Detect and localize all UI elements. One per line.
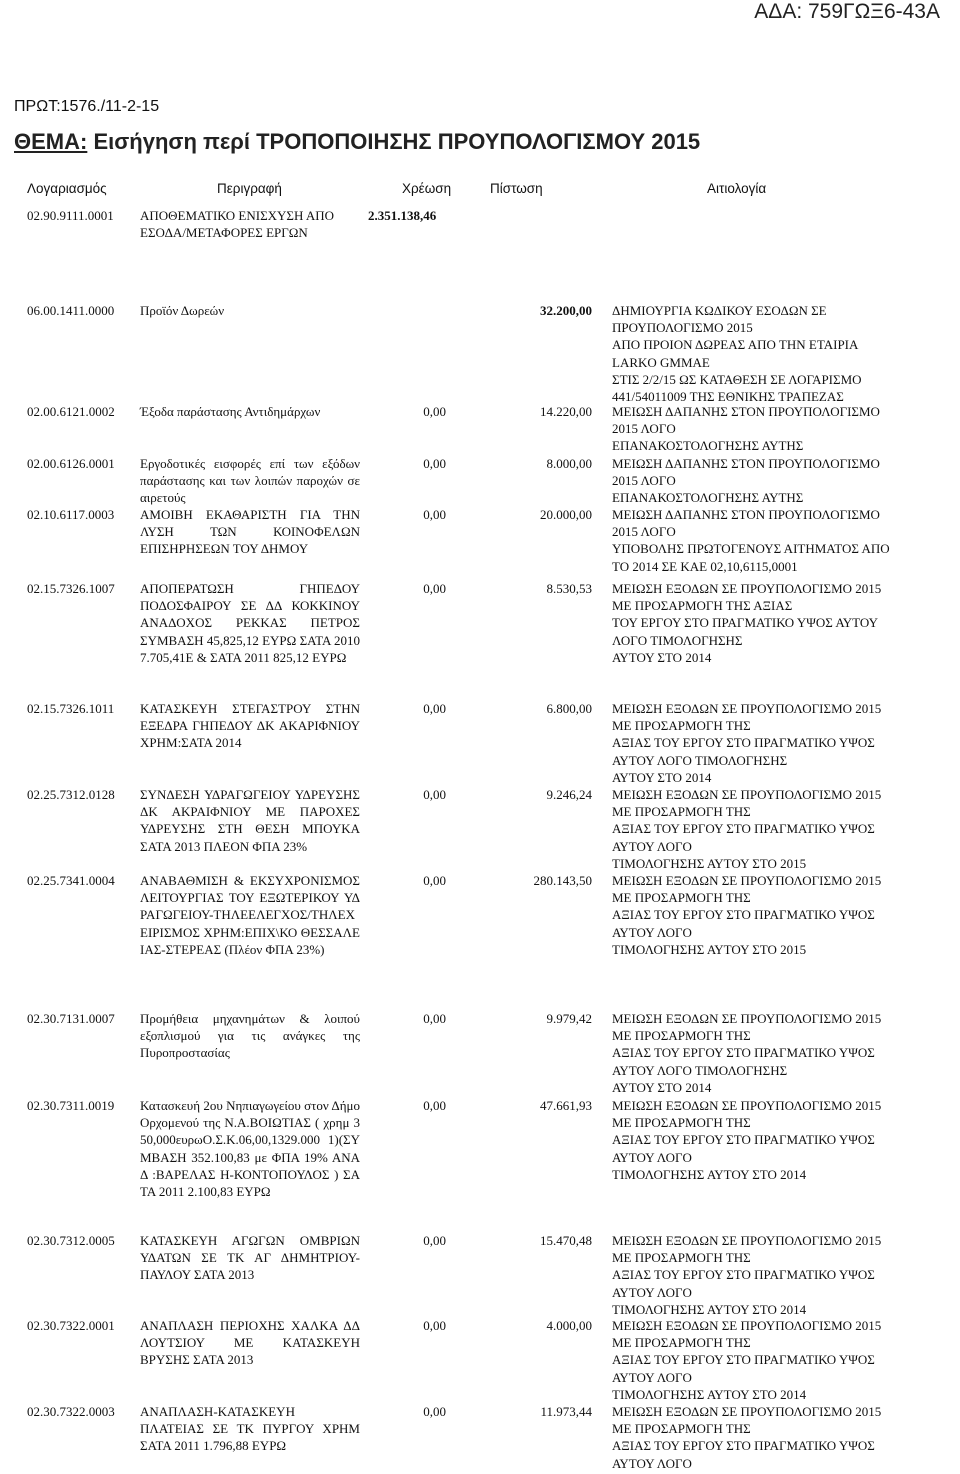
row-description: ΑΝΑΒΑΘΜΙΣΗ & ΕΚΣΥΧΡΟΝΙΣΜΟΣ ΛΕΙΤΟΥΡΓΙΑΣ ΤΟΥ ΕΞΩΤΕΡΙΚΟΥ ΥΔΡΑΓΩΓΕΙΟΥ-ΤΗΛΕΕΛΕΓΧΟΣ/ΤΗΛΕΧΕΙΡΙΣΜΟΣ ΧΡΗΜ:ΕΠΙΧ\ΚΟ ΘΕΣΣΑΛΕΙΑΣ-ΣΤΕΡΕΑΣ (Πλέον ΦΠΑ 23%) <box>140 873 360 957</box>
row-account: 02.30.7312.0005 <box>27 1233 115 1248</box>
header-debit: Χρέωση <box>402 181 452 196</box>
row-credit: 15.470,48 <box>540 1233 592 1248</box>
row-reason: ΜΕΙΩΣΗ ΕΞΟΔΩΝ ΣΕ ΠΡΟΥΠΟΛΟΓΙΣΜΟ 2015 ΜΕ ΠΡΟΣΑΡΜΟΓΗ ΤΗΣ ΑΞΙΑΣ ΤΟΥ ΕΡΓΟΥ ΣΤΟ ΠΡΑΓΜΑΤΙΚΟ ΥΨΟΣ ΑΥΤΟΥ ΛΟΓΟ ΤΙΜΟΛΟΓΗΣΗΣ ΑΥΤΟΥ ΣΤΟ 2015 <box>612 787 882 871</box>
row-reason: ΜΕΙΩΣΗ ΕΞΟΔΩΝ ΣΕ ΠΡΟΥΠΟΛΟΓΙΣΜΟ 2015 ΜΕ ΠΡΟΣΑΡΜΟΓΗ ΤΗΣ ΑΞΙΑΣ ΤΟΥ ΕΡΓΟΥ ΣΤΟ ΠΡΑΓΜΑΤΙΚΟ ΥΨΟΣ ΑΥΤΟΥ ΛΟΓΟ ΤΙΜΟΛΟΓΗΣΗΣ ΑΥΤΟΥ ΣΤΟ 2015 <box>612 873 882 957</box>
row-credit: 8.530,53 <box>546 581 592 596</box>
subject-text: Εισήγηση περί ΤΡΟΠΟΠΟΙΗΣΗΣ ΠΡΟΥΠΟΛΟΓΙΣΜΟΥ 2015 <box>87 129 701 154</box>
row-reason: ΜΕΙΩΣΗ ΕΞΟΔΩΝ ΣΕ ΠΡΟΥΠΟΛΟΓΙΣΜΟ 2015 ΜΕ ΠΡΟΣΑΡΜΟΓΗ ΤΗΣ ΑΞΙΑΣ ΤΟΥ ΕΡΓΟΥ ΣΤΟ ΠΡΑΓΜΑΤΙΚΟ ΥΨΟΣ ΑΥΤΟΥ ΛΟΓΟ ΤΙΜΟΛΟΓΗΣΗΣ ΑΥΤΟΥ ΣΤΟ 2014 <box>612 1318 882 1402</box>
row-description: ΑΠΟΠΕΡΑΤΩΣΗ ΓΗΠΕΔΟΥ ΠΟΔΟΣΦΑΙΡΟΥ ΣΕ ΔΔ ΚΟΚΚΙΝΟΥ ΑΝΑΔΟΧΟΣ ΡΕΚΚΑΣ ΠΕΤΡΟΣ ΣΥΜΒΑΣΗ 45,825,12 ΕΥΡΩ ΣΑΤΑ 2010 7.705,41Ε & ΣΑΤΑ 2011 825,12 ΕΥΡΩ <box>140 581 360 665</box>
row-reason: ΜΕΙΩΣΗ ΕΞΟΔΩΝ ΣΕ ΠΡΟΥΠΟΛΟΓΙΣΜΟ 2015 ΜΕ ΠΡΟΣΑΡΜΟΓΗ ΤΗΣ ΑΞΙΑΣ ΤΟΥ ΕΡΓΟΥ ΣΤΟ ΠΡΑΓΜΑΤΙΚΟ ΥΨΟΣ ΑΥΤΟΥ ΛΟΓΟ ΤΙΜΟΛΟΓΗΣΗΣ ΑΥΤΟΥ ΣΤΟ 2014 <box>612 701 882 785</box>
row-debit: 0,00 <box>423 1318 446 1333</box>
row-reason: ΜΕΙΩΣΗ ΕΞΟΔΩΝ ΣΕ ΠΡΟΥΠΟΛΟΓΙΣΜΟ 2015 ΜΕ ΠΡΟΣΑΡΜΟΓΗ ΤΗΣ ΑΞΙΑΣ ΤΟΥ ΕΡΓΟΥ ΣΤΟ ΠΡΑΓΜΑΤΙΚΟ ΥΨΟΣ ΑΥΤΟΥ ΛΟΓΟ <box>612 1404 882 1471</box>
subject-prefix: ΘΕΜΑ: <box>14 129 88 154</box>
row-debit: 0,00 <box>423 456 446 471</box>
row-account: 02.30.7311.0019 <box>27 1098 115 1113</box>
row-credit: 14.220,00 <box>540 404 592 419</box>
row-reason: ΜΕΙΩΣΗ ΔΑΠΑΝΗΣ ΣΤΟΝ ΠΡΟΥΠΟΛΟΓΙΣΜΟ 2015 ΛΟΓΟ ΕΠΑΝΑΚΟΣΤΟΛΟΓΗΣΗΣ ΑΥΤΗΣ <box>612 456 880 506</box>
row-debit: 0,00 <box>423 581 446 596</box>
row-credit: 32.200,00 <box>540 303 592 318</box>
row-description: Εργοδοτικές εισφορές επί των εξόδων παράστασης και των λοιπών παροχών σε αιρετούς <box>140 456 360 506</box>
row-description: Προϊόν Δωρεών <box>140 303 225 318</box>
row-reason: ΜΕΙΩΣΗ ΔΑΠΑΝΗΣ ΣΤΟΝ ΠΡΟΥΠΟΛΟΓΙΣΜΟ 2015 ΛΟΓΟ ΕΠΑΝΑΚΟΣΤΟΛΟΓΗΣΗΣ ΑΥΤΗΣ <box>612 404 880 454</box>
row-debit: 0,00 <box>423 507 446 522</box>
row-account: 02.10.6117.0003 <box>27 507 115 522</box>
row-debit: 2.351.138,46 <box>368 208 437 223</box>
row-debit: 0,00 <box>423 873 446 888</box>
row-credit: 20.000,00 <box>540 507 592 522</box>
row-credit: 11.973,44 <box>540 1404 592 1419</box>
row-debit: 0,00 <box>423 1233 446 1248</box>
row-debit: 0,00 <box>423 787 446 802</box>
row-account: 02.00.6126.0001 <box>27 456 115 471</box>
row-account: 02.90.9111.0001 <box>27 208 114 223</box>
row-description: ΚΑΤΑΣΚΕΥΗ ΣΤΕΓΑΣΤΡΟΥ ΣΤΗΝ ΕΞΕΔΡΑ ΓΗΠΕΔΟΥ ΔΚ ΑΚΑΡΙΦΝΙΟΥ ΧΡΗΜ:ΣΑΤΑ 2014 <box>140 701 360 751</box>
row-credit: 4.000,00 <box>546 1318 592 1333</box>
row-account: 02.15.7326.1007 <box>27 581 115 596</box>
row-debit: 0,00 <box>423 1011 446 1026</box>
row-reason: ΜΕΙΩΣΗ ΕΞΟΔΩΝ ΣΕ ΠΡΟΥΠΟΛΟΓΙΣΜΟ 2015 ΜΕ ΠΡΟΣΑΡΜΟΓΗ ΤΗΣ ΑΞΙΑΣ ΤΟΥ ΕΡΓΟΥ ΣΤΟ ΠΡΑΓΜΑΤΙΚΟ ΥΨΟΣ ΑΥΤΟΥ ΛΟΓΟ ΤΙΜΟΛΟΓΗΣΗΣ ΑΥΤΟΥ ΣΤΟ 2014 <box>612 1011 882 1095</box>
row-account: 02.30.7131.0007 <box>27 1011 115 1026</box>
row-account: 02.00.6121.0002 <box>27 404 115 419</box>
row-debit: 0,00 <box>423 1404 446 1419</box>
header-account: Λογαριασμός <box>27 181 107 196</box>
row-account: 06.00.1411.0000 <box>27 303 115 318</box>
subject-title <box>14 129 700 155</box>
row-reason: ΜΕΙΩΣΗ ΕΞΟΔΩΝ ΣΕ ΠΡΟΥΠΟΛΟΓΙΣΜΟ 2015 ΜΕ ΠΡΟΣΑΡΜΟΓΗ ΤΗΣ ΑΞΙΑΣ ΤΟΥ ΕΡΓΟΥ ΣΤΟ ΠΡΑΓΜΑΤΙΚΟ ΥΨΟΣ ΑΥΤΟΥ ΛΟΓΟ ΤΙΜΟΛΟΓΗΣΗΣ ΑΥΤΟΥ ΣΤΟ 2014 <box>612 1098 882 1182</box>
header-reason: Αιτιολογία <box>707 181 767 196</box>
row-credit: 47.661,93 <box>540 1098 592 1113</box>
row-description: ΚΑΤΑΣΚΕΥΗ ΑΓΩΓΩΝ ΟΜΒΡΙΩΝ ΥΔΑΤΩΝ ΣΕ ΤΚ ΑΓ ΔΗΜΗΤΡΙΟΥ-ΠΑΥΛΟΥ ΣΑΤΑ 2013 <box>140 1233 360 1283</box>
header-credit: Πίστωση <box>490 181 543 196</box>
row-reason: ΜΕΙΩΣΗ ΕΞΟΔΩΝ ΣΕ ΠΡΟΥΠΟΛΟΓΙΣΜΟ 2015 ΜΕ ΠΡΟΣΑΡΜΟΓΗ ΤΗΣ ΑΞΙΑΣ ΤΟΥ ΕΡΓΟΥ ΣΤΟ ΠΡΑΓΜΑΤΙΚΟ ΥΨΟΣ ΑΥΤΟΥ ΛΟΓΟ ΤΙΜΟΛΟΓΗΣΗΣ ΑΥΤΟΥ ΣΤΟ 2014 <box>612 1233 882 1317</box>
header-description: Περιγραφή <box>217 181 282 196</box>
row-description: ΣΥΝΔΕΣΗ ΥΔΡΑΓΩΓΕΙΟΥ ΥΔΡΕΥΣΗΣ ΔΚ ΑΚΡΑΙΦΝΙΟΥ ΜΕ ΠΑΡΟΧΕΣ ΥΔΡΕΥΣΗΣ ΣΤΗ ΘΕΣΗ ΜΠΟΥΚΑ ΣΑΤΑ 2013 ΠΛΕΟΝ ΦΠΑ 23% <box>140 787 360 854</box>
row-description: ΑΝΑΠΛΑΣΗ-ΚΑΤΑΣΚΕΥΗ ΠΛΑΤΕΙΑΣ ΣΕ ΤΚ ΠΥΡΓΟΥ ΧΡΗΜ ΣΑΤΑ 2011 1.796,88 ΕΥΡΩ <box>140 1404 360 1454</box>
row-reason: ΜΕΙΩΣΗ ΕΞΟΔΩΝ ΣΕ ΠΡΟΥΠΟΛΟΓΙΣΜΟ 2015 ΜΕ ΠΡΟΣΑΡΜΟΓΗ ΤΗΣ ΑΞΙΑΣ ΤΟΥ ΕΡΓΟΥ ΣΤΟ ΠΡΑΓΜΑΤΙΚΟ ΥΨΟΣ ΑΥΤΟΥ ΛΟΓΟ ΤΙΜΟΛΟΓΗΣΗΣ ΑΥΤΟΥ ΣΤΟ 2014 <box>612 581 882 665</box>
row-account: 02.15.7326.1011 <box>27 701 115 716</box>
row-description: ΑΝΑΠΛΑΣΗ ΠΕΡΙΟΧΗΣ ΧΑΛΚΑ ΔΔ ΛΟΥΤΣΙΟΥ ΜΕ ΚΑΤΑΣΚΕΥΗ ΒΡΥΣΗΣ ΣΑΤΑ 2013 <box>140 1318 360 1368</box>
table-header <box>0 181 960 203</box>
row-description: Έξοδα παράστασης Αντιδημάρχων <box>140 404 321 419</box>
row-reason: ΔΗΜΙΟΥΡΓΙΑ ΚΩΔΙΚΟΥ ΕΣΟΔΩΝ ΣΕ ΠΡΟΥΠΟΛΟΓΙΣΜΟ 2015 ΑΠΟ ΠΡΟΙΟΝ ΔΩΡΕΑΣ ΑΠΟ ΤΗΝ ΕΤΑΙΡΙΑ LARKO GMMAE ΣΤΙΣ 2/2/15 ΩΣ ΚΑΤΑΘΕΣΗ ΣΕ ΛΟΓΑΡΙΣΜΟ 441/54011009 ΤΗΣ ΕΘΝΙΚΗΣ ΤΡΑΠΕΖΑΣ <box>612 303 862 405</box>
row-credit: 6.800,00 <box>546 701 592 716</box>
row-reason: ΜΕΙΩΣΗ ΔΑΠΑΝΗΣ ΣΤΟΝ ΠΡΟΥΠΟΛΟΓΙΣΜΟ 2015 ΛΟΓΟ ΥΠΟΒΟΛΗΣ ΠΡΩΤΟΓΕΝΟΥΣ ΑΙΤΗΜΑΤΟΣ ΑΠΟ ΤΟ 2014 ΣΕ ΚΑΕ 02,10,6115,0001 <box>612 507 890 574</box>
row-account: 02.25.7312.0128 <box>27 787 115 802</box>
row-account: 02.25.7341.0004 <box>27 873 115 888</box>
row-description: ΑΜΟΙΒΗ ΕΚΑΘΑΡΙΣΤΗ ΓΙΑ ΤΗΝ ΛΥΣΗ ΤΩΝ ΚΟΙΝΟΦΕΛΩΝ ΕΠΙΣΗΡΗΣΕΩΝ ΤΟΥ ΔΗΜΟΥ <box>140 507 360 557</box>
ada-code: ΑΔΑ: 759ΓΩΞ6-43Α <box>754 0 940 23</box>
row-debit: 0,00 <box>423 701 446 716</box>
row-account: 02.30.7322.0001 <box>27 1318 115 1333</box>
row-description: ΑΠΟΘΕΜΑΤΙΚΟ ΕΝΙΣΧΥΣΗ ΑΠΟ ΕΣΟΔΑ/ΜΕΤΑΦΟΡΕΣ ΕΡΓΩΝ <box>140 208 335 241</box>
row-debit: 0,00 <box>423 1098 446 1113</box>
row-credit: 9.979,42 <box>546 1011 592 1026</box>
row-debit: 0,00 <box>423 404 446 419</box>
row-credit: 9.246,24 <box>546 787 592 802</box>
row-description: Κατασκευή 2ου Νηπιαγωγείου στον Δήμο Ορχομενού της Ν.Α.ΒΟΙΩΤΙΑΣ ( χρημ 350,000ευρωΟ.Σ.Κ.06,00,1329.000 1)(ΣΥΜΒΑΣΗ 352.100,83 με ΦΠΑ 19% ΑΝΑΔ :ΒΑΡΕΛΑΣ Η-ΚΟΝΤΟΠΟΥΛΟΣ ) ΣΑΤΑ 2011 2.100,83 ΕΥΡΩ <box>140 1098 360 1200</box>
row-credit: 8.000,00 <box>546 456 592 471</box>
row-description: Προμήθεια μηχανημάτων & λοιπού εξοπλισμού για τις ανάγκες της Πυροπροστασίας <box>140 1011 360 1061</box>
row-credit: 280.143,50 <box>533 873 592 888</box>
protocol-number: ΠΡΩΤ:1576./11-2-15 <box>14 98 160 115</box>
row-account: 02.30.7322.0003 <box>27 1404 115 1419</box>
